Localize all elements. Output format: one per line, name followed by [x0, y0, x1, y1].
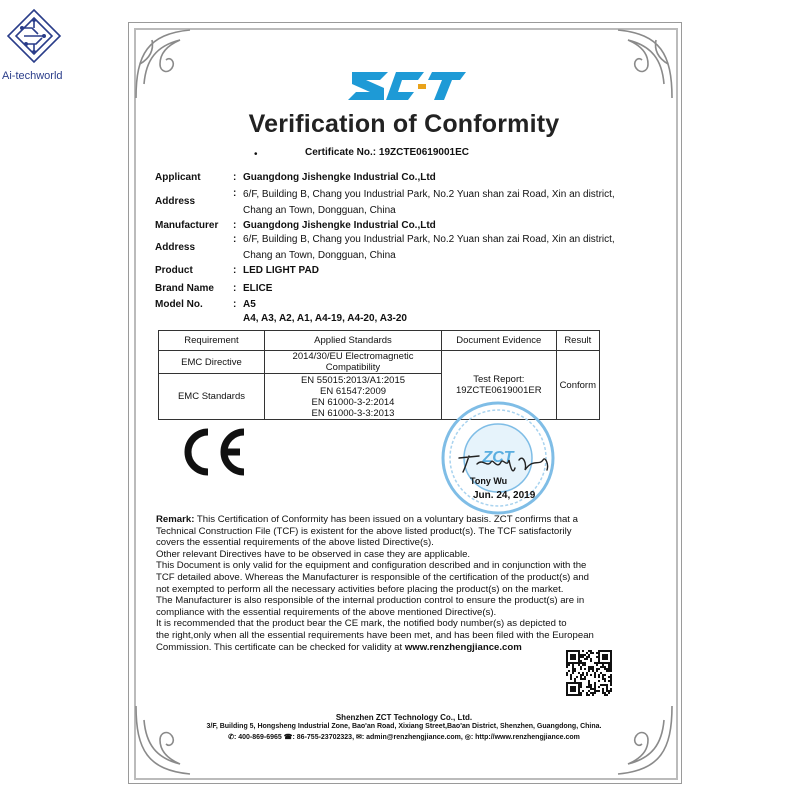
manufacturer-label: Manufacturer [155, 220, 219, 231]
manufacturer-address-line1: 6/F, Building B, Chang you Industrial Park, No.2 Yuan shan zai Road, Xin an district, [243, 234, 615, 245]
ai-techworld-logo [4, 6, 64, 66]
model-no-variants: A4, A3, A2, A1, A4-19, A4-20, A3-20 [243, 313, 407, 324]
ce-mark [178, 426, 250, 478]
remark-line: It is recommended that the product bear the CE mark, the notified body number(s) as depicted to [156, 618, 567, 630]
remark-line: covers the essential requirements of the above listed Directive(s). [156, 537, 434, 549]
remark-line: This Document is only valid for the equipment and configuration described and in conjunction with the [156, 560, 587, 572]
header-requirement: Requirement [159, 331, 265, 351]
colon: : [233, 188, 237, 199]
stamp-zct-text: ZCT [482, 449, 514, 466]
cell-result: Conform [556, 351, 599, 420]
product-value: LED LIGHT PAD [243, 265, 319, 276]
cell-requirement: EMC Standards [159, 374, 265, 420]
colon: : [233, 234, 237, 245]
header-document-evidence: Document Evidence [442, 331, 557, 351]
remark-line: the right,only when all the essential requirements have been met, and has been filed with the European [156, 629, 594, 641]
header-applied-standards: Applied Standards [264, 331, 441, 351]
applicant-address-line1: 6/F, Building B, Chang you Industrial Park, No.2 Yuan shan zai Road, Xin an district, [243, 189, 615, 200]
corner-ornament-top-left [130, 24, 210, 104]
signature-date: Jun. 24, 2019 [473, 490, 536, 501]
standard-item: EN 61000-3-3:2013 [311, 407, 395, 419]
cell-standards-list [264, 374, 441, 420]
remark-line: The Manufacturer is also responsible of the internal production control to ensure the product(s) are in [156, 595, 585, 607]
certificate-number: Certificate No.: 19ZCTE0619001EC [305, 147, 469, 158]
signature [453, 450, 553, 476]
remark-line: TCF detailed above. Whereas the Manufacturer is responsible of the certification of the product(s) and [156, 571, 590, 583]
applicant-label: Applicant [155, 172, 201, 183]
cell-standard: 2014/30/EU Electromagnetic Compatibility [264, 351, 441, 374]
corner-ornament-top-right [598, 24, 678, 104]
footer-web[interactable]: : http://www.renzhengjiance.com [470, 734, 580, 741]
model-no-label: Model No. [155, 299, 203, 310]
product-label: Product [155, 265, 193, 276]
colon: : [233, 172, 237, 183]
remark-line: not exempted to perform all the necessary activities before placing the product(s) on the market. [156, 583, 564, 595]
standard-item: EN 55015:2013/A1:2015 [300, 374, 406, 386]
remark-line: Commission. This certificate can be checked for validity at www.renzhengjiance.com [156, 641, 522, 653]
cell-requirement: EMC Directive [159, 351, 265, 374]
manufacturer-value: Guangdong Jishengke Industrial Co.,Ltd [243, 220, 436, 231]
remark-text [156, 514, 618, 653]
signer-name: Tony Wu [470, 476, 508, 486]
remark-label: Remark: [156, 514, 195, 525]
applicant-value: Guangdong Jishengke Industrial Co.,Ltd [243, 172, 436, 183]
remark-line: compliance with the essential requirements of the above mentioned Directive(s). [156, 606, 497, 618]
validation-website-link[interactable]: www.renzhengjiance.com [404, 641, 522, 653]
footer-phone: : 400-869-6965 [233, 734, 282, 741]
ai-techworld-text: Ai-techworld [2, 70, 63, 82]
test-report-label: Test Report: [473, 374, 525, 385]
colon: : [233, 220, 237, 231]
web-icon: ◎ [464, 734, 471, 741]
footer-fax: : 86-755-23702323, [292, 734, 355, 741]
footer-address: 3/F, Building 5, Hongsheng Industrial Zone, Bao'an Road, Xixiang Street,Bao'an District, Shenzhen, Guangdong, China. [206, 723, 602, 730]
footer-company-name: Shenzhen ZCT Technology Co., Ltd. [335, 713, 473, 722]
remark-line: Other relevant Directives have to be observed in case they are applicable. [156, 548, 471, 560]
standard-item: EN 61547:2009 [319, 385, 387, 397]
remark-line: Remark: This Certification of Conformity has been issued on a voluntary basis. ZCT confirms that a [156, 514, 578, 525]
manufacturer-address-line2: Chang an Town, Dongguan, China [243, 250, 396, 261]
zct-logo [344, 66, 470, 106]
qr-code [566, 650, 612, 696]
remark-line: Technical Construction File (TCF) is existent for the above listed product(s). The TCF satisfactorily [156, 525, 572, 537]
phone-icon: ✆ [228, 734, 234, 741]
certificate-title: Verification of Conformity [248, 110, 560, 138]
email-icon: ✉ [355, 734, 362, 741]
colon: : [233, 265, 237, 276]
brand-name-label: Brand Name [155, 283, 214, 294]
footer-email: : admin@renzhengjiance.com, [361, 734, 463, 741]
brand-name-value: ELICE [243, 283, 273, 294]
model-no-value: A5 [243, 299, 256, 310]
colon: : [233, 299, 237, 310]
footer-contact [120, 733, 688, 741]
colon: : [233, 283, 237, 294]
table-row [159, 351, 600, 374]
standard-item: EN 61000-3-2:2014 [311, 396, 395, 408]
fax-icon: ☎ [283, 734, 293, 741]
applicant-address-label: Address [155, 196, 196, 207]
test-report-number: 19ZCTE0619001ER [456, 385, 542, 396]
manufacturer-address-label: Address [155, 242, 196, 253]
bullet-dot: • [254, 149, 258, 160]
table-header-row [159, 331, 600, 351]
header-result: Result [556, 331, 599, 351]
applicant-address-line2: Chang an Town, Dongguan, China [243, 205, 396, 216]
